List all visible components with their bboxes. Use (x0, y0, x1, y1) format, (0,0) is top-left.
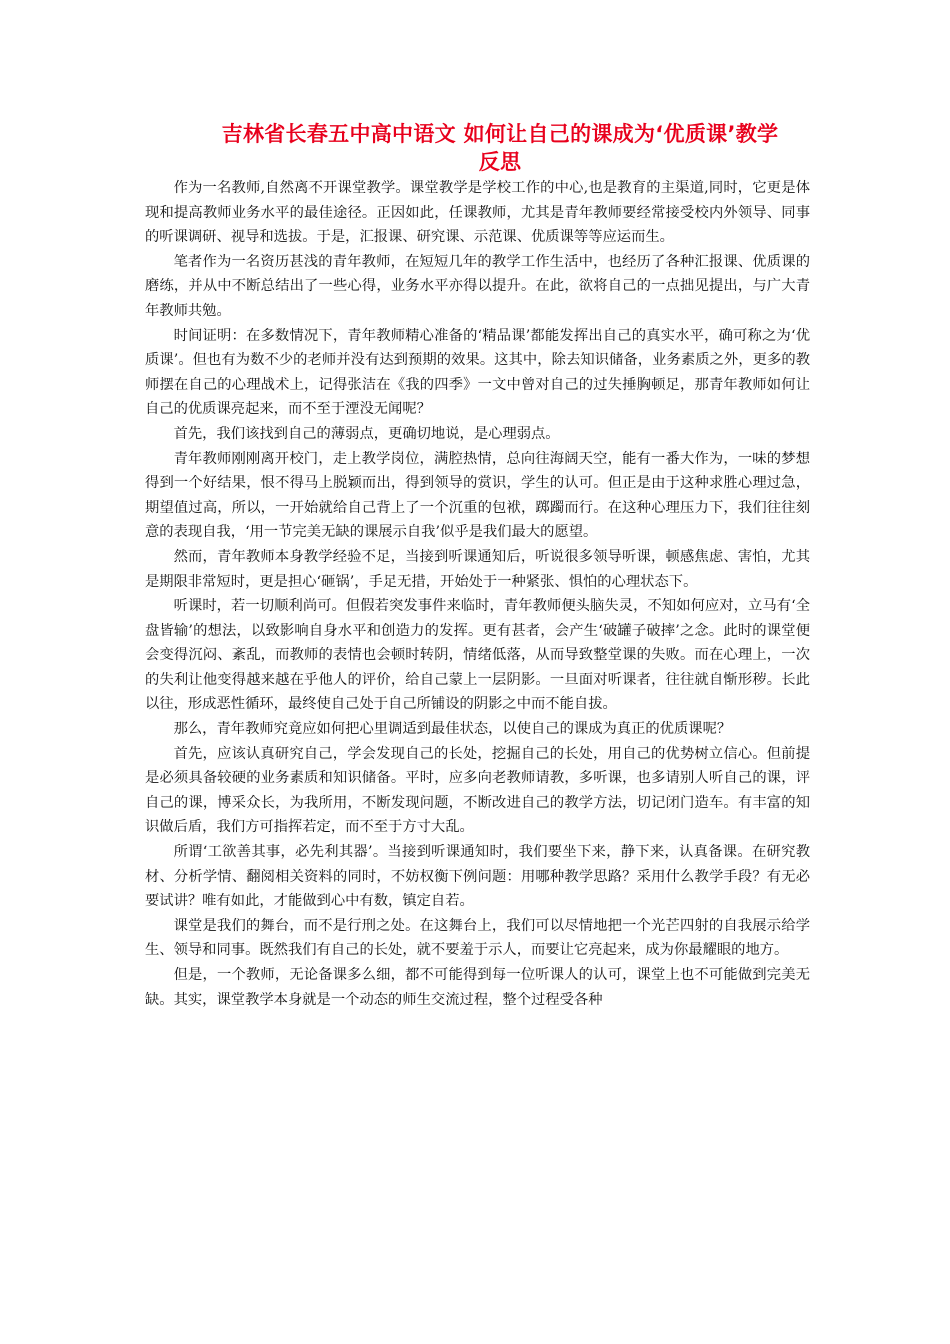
paragraph: 时间证明：在多数情况下，青年教师精心准备的‘精品课’都能发挥出自己的真实水平，确可称之为‘优质课’。但也有为数不少的老师并没有达到预期的效果。这其中，除去知识储备，业务素质之外，更多的教师摆在自己的心理战术上，记得张洁在《我的四季》一文中曾对自己的过失捶胸顿足，那青年教师如何让自己的优质课亮起来，而不至于湮没无闻呢？ (145, 327, 810, 418)
paragraph: 那么，青年教师究竟应如何把心里调适到最佳状态，以使自己的课成为真正的优质课呢？ (173, 721, 732, 738)
paragraph: 所谓‘工欲善其事，必先利其器’。当接到听课通知时，我们要坐下来，静下来，认真备课。在研究教材、分析学情、翻阅相关资料的同时，不妨权衡下例问题：用哪种教学思路？采用什么教学手段？有无必要试讲？唯有如此，才能做到心中有数，镇定自若。 (145, 844, 810, 910)
paragraph: 作为一名教师,自然离不开课堂教学。课堂教学是学校工作的中心,也是教育的主渠道,同时，它更是体现和提高教师业务水平的最佳途径。正因如此，任课教师，尤其是青年教师要经常接受校内外领导、同事的听课调研、视导和选拔。于是，汇报课、研究课、示范课、优质课等等应运而生。 (145, 180, 810, 246)
paragraph: 笔者作为一名资历甚浅的青年教师，在短短几年的教学工作生活中，也经历了各种汇报课、优质课的磨练，并从中不断总结出了一些心得，业务水平亦得以提升。在此，欲将自己的一点拙见提出，与广大青年教师共勉。 (145, 253, 810, 319)
title-line-2: 反思 (478, 150, 522, 174)
title-line-1: 吉林省长春五中高中语文 如何让自己的课成为‘优质课’教学 (221, 122, 779, 146)
document-body (145, 176, 810, 1012)
paragraph: 青年教师刚刚离开校门，走上教学岗位，满腔热情，总向往海阔天空，能有一番大作为，一味的梦想得到一个好结果，恨不得马上脱颖而出，得到领导的赏识，学生的认可。但正是由于这种求胜心理过急，期望值过高，所以，一开始就给自己背上了一个沉重的包袱，踯躅而行。在这种心理压力下，我们往往刻意的表现自我，‘用一节完美无缺的课展示自我’似乎是我们最大的愿望。 (145, 450, 810, 541)
paragraph: 但是，一个教师，无论备课多么细，都不可能得到每一位听课人的认可，课堂上也不可能做到完美无缺。其实，课堂教学本身就是一个动态的师生交流过程，整个过程受各种 (145, 967, 810, 1008)
paragraph: 课堂是我们的舞台，而不是行刑之处。在这舞台上，我们可以尽情地把一个光芒四射的自我展示给学生、领导和同事。既然我们有自己的长处，就不要羞于示人，而要让它亮起来，成为你最耀眼的地方。 (145, 917, 810, 959)
paragraph: 听课时，若一切顺利尚可。但假若突发事件来临时，青年教师便头脑失灵，不知如何应对，立马有‘全盘皆输’的想法，以致影响自身水平和创造力的发挥。更有甚者，会产生‘破罐子破摔’之念。此时的课堂便会变得沉闷、紊乱，而教师的表情也会顿时转阴，情绪低落，从而导致整堂课的失败。而在心理上，一次的失利让他变得越来越在乎他人的评价，给自己蒙上一层阴影。一旦面对听课者，往往就自惭形秽。长此以往，形成恶性循环，最终使自己处于自己所铺设的阴影之中而不能自拔。 (145, 598, 810, 713)
paragraph: 首先，应该认真研究自己，学会发现自己的长处，挖掘自己的长处，用自己的优势树立信心。但前提是必须具备较硬的业务素质和知识储备。平时，应多向老教师请教，多听课，也多请别人听自己的课，评自己的课，博采众长，为我所用，不断发现问题，不断改进自己的教学方法，切记闭门造车。有丰富的知识做后盾，我们方可指挥若定，而不至于方寸大乱。 (145, 745, 810, 836)
document-title (150, 120, 850, 176)
paragraph: 首先，我们该找到自己的薄弱点，更确切地说，是心理弱点。 (173, 425, 560, 442)
paragraph: 然而，青年教师本身教学经验不足，当接到听课通知后，听说很多领导听课，顿感焦虑、害怕，尤其是期限非常短时，更是担心‘砸锅’，手足无措，开始处于一种紧张、惧怕的心理状态下。 (145, 548, 810, 590)
